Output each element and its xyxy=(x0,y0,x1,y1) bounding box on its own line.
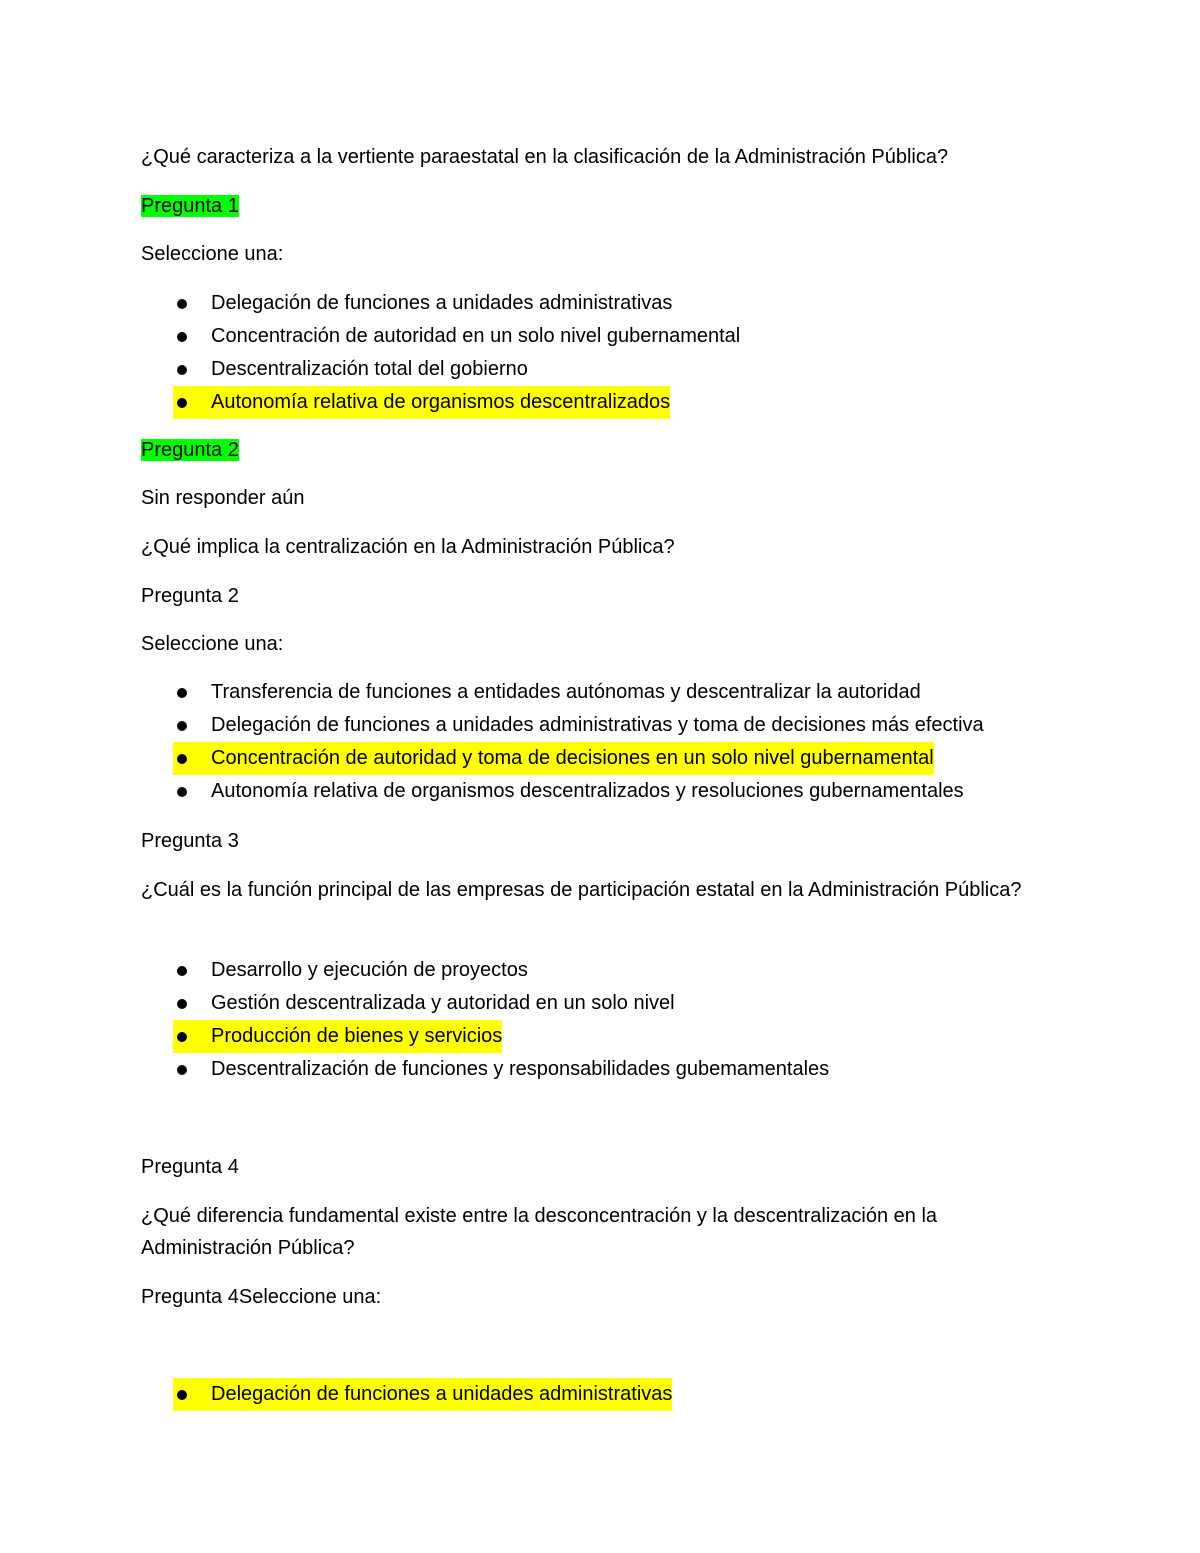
q1-label-text: Pregunta 1 xyxy=(141,195,239,217)
q4-question: ¿Qué diferencia fundamental existe entre la desconcentración y la descentralización en la Administración Pública? xyxy=(141,1205,938,1259)
q1-option xyxy=(141,287,1041,320)
bullet-icon xyxy=(173,353,211,386)
q2-option xyxy=(141,709,1041,742)
q1-instruction: Seleccione una: xyxy=(141,243,284,265)
q2-option xyxy=(141,676,1041,709)
q2-option-selected xyxy=(141,742,1041,775)
q1-option xyxy=(141,320,1041,353)
bullet-icon xyxy=(173,775,211,808)
q4-label: Pregunta 4 xyxy=(141,1156,239,1178)
q1-label xyxy=(141,190,1041,222)
q2-status: Sin responder aún xyxy=(141,487,305,509)
q4-label-instruction: Pregunta 4Seleccione una: xyxy=(141,1286,382,1308)
q3-option-text: Desarrollo y ejecución de proyectos xyxy=(211,959,528,981)
q1-option xyxy=(141,353,1041,386)
q2-label-repeat: Pregunta 2 xyxy=(141,585,239,607)
q3-option xyxy=(141,1053,1041,1086)
q1-option-text: Descentralización total del gobierno xyxy=(211,358,528,380)
q2-option-text: Autonomía relativa de organismos descentralizados y resoluciones gubernamentales xyxy=(211,780,964,802)
bullet-icon xyxy=(173,1378,211,1411)
q2-option-text: Concentración de autoridad y toma de decisiones en un solo nivel gubernamental xyxy=(211,742,934,775)
q1-option-selected xyxy=(141,386,1041,419)
q2-question: ¿Qué implica la centralización en la Administración Pública? xyxy=(141,536,675,558)
bullet-icon xyxy=(173,709,211,742)
bullet-icon xyxy=(173,287,211,320)
q3-option xyxy=(141,987,1041,1020)
q1-question: ¿Qué caracteriza a la vertiente paraestatal en la clasificación de la Administración Pública? xyxy=(141,146,949,168)
bullet-icon xyxy=(173,1053,211,1086)
q4-option-selected xyxy=(141,1378,1041,1411)
q2-option-text: Delegación de funciones a unidades administrativas y toma de decisiones más efectiva xyxy=(211,714,984,736)
q3-question: ¿Cuál es la función principal de las empresas de participación estatal en la Administración Pública? xyxy=(141,879,1022,901)
q1-option-text: Delegación de funciones a unidades administrativas xyxy=(211,292,673,314)
q4-option-text: Delegación de funciones a unidades administrativas xyxy=(211,1378,672,1411)
bullet-icon xyxy=(173,987,211,1020)
q1-option-text: Autonomía relativa de organismos descentralizados xyxy=(211,386,670,419)
q2-instruction: Seleccione una: xyxy=(141,633,284,655)
q3-option-text: Descentralización de funciones y responsabilidades gubemamentales xyxy=(211,1058,830,1080)
bullet-icon xyxy=(173,954,211,987)
q2-option-text: Transferencia de funciones a entidades autónomas y descentralizar la autoridad xyxy=(211,681,921,703)
q2-option xyxy=(141,775,1041,808)
q1-option-text: Concentración de autoridad en un solo nivel gubernamental xyxy=(211,325,741,347)
bullet-icon xyxy=(173,1020,211,1053)
q3-option-selected xyxy=(141,1020,1041,1053)
bullet-icon xyxy=(173,320,211,353)
q3-option-text: Gestión descentralizada y autoridad en un solo nivel xyxy=(211,992,675,1014)
q2-label-text: Pregunta 2 xyxy=(141,439,239,461)
q3-label: Pregunta 3 xyxy=(141,830,239,852)
bullet-icon xyxy=(173,742,211,775)
q3-option-text: Producción de bienes y servicios xyxy=(211,1020,502,1053)
q3-option xyxy=(141,954,1041,987)
bullet-icon xyxy=(173,676,211,709)
q2-label xyxy=(141,434,1041,466)
bullet-icon xyxy=(173,386,211,419)
